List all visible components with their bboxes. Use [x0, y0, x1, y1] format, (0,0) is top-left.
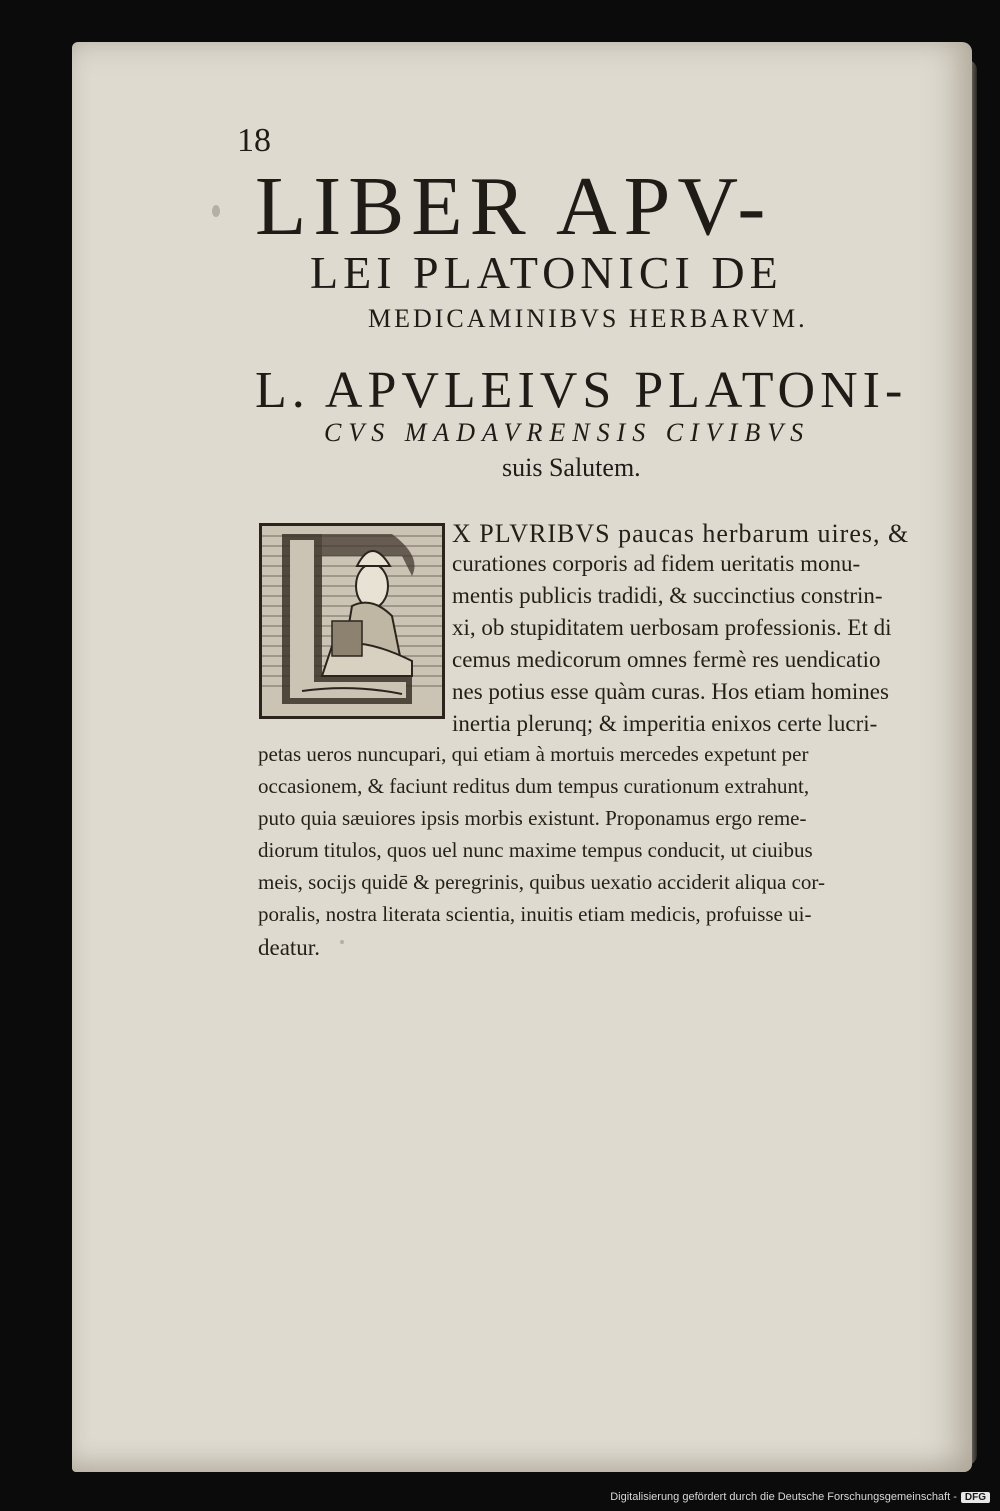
digitization-footer [610, 1491, 990, 1505]
body-line-14: deatur. [258, 935, 320, 960]
dfg-logo: DFG [961, 1492, 990, 1503]
body-line-7: inertia plerunq; & imperitia enixos certe lucri- [452, 711, 878, 736]
body-line-4: xi, ob stupiditatem uerbosam professionis. Et di [452, 615, 892, 640]
footer-text: Digitalisierung gefördert durch die Deutsche Forschungsgemeinschaft - [610, 1491, 957, 1503]
body-line-10: puto quia sæuiores ipsis morbis existunt. Proponamus ergo reme- [258, 806, 807, 830]
body-line-8: petas ueros nuncupari, qui etiam à mortuis mercedes expetunt per [258, 742, 809, 766]
body-line-11: diorum titulos, quos uel nunc maxime tempus conducit, ut ciuibus [258, 838, 813, 862]
title-line-2: LEI PLATONICI DE [310, 247, 783, 298]
heading-line-3: suis Salutem. [502, 453, 641, 482]
body-line-9: occasionem, & faciunt reditus dum tempus curationum extrahunt, [258, 774, 810, 798]
body-line-2: curationes corporis ad fidem ueritatis monu- [452, 551, 861, 576]
body-line-6: nes potius esse quàm curas. Hos etiam homines [452, 679, 889, 704]
page-number: 18 [237, 122, 271, 159]
body-line-12: meis, socijs quidē & peregrinis, quibus uexatio acciderit aliqua cor- [258, 870, 825, 894]
body-line-1: X PLVRIBVS paucas herbarum uires, & [452, 519, 910, 548]
title-line-3: MEDICAMINIBVS HERBARVM. [368, 304, 808, 333]
heading-line-2: CVS MADAVRENSIS CIVIBVS [324, 418, 811, 447]
title-line-1: LIBER APV- [255, 160, 773, 253]
woodcut-initial-e [259, 523, 445, 719]
body-line-13: poralis, nostra literata scientia, inuitis etiam medicis, profuisse ui- [258, 902, 812, 926]
ink-spot [212, 205, 220, 217]
woodcut-initial-illustration [262, 526, 442, 716]
body-line-3: mentis publicis tradidi, & succinctius constrin- [452, 583, 883, 608]
body-line-5: cemus medicorum omnes fermè res uendicatio [452, 647, 881, 672]
ink-spot [340, 940, 344, 944]
heading-line-1: L. APVLEIVS PLATONI- [255, 362, 908, 419]
